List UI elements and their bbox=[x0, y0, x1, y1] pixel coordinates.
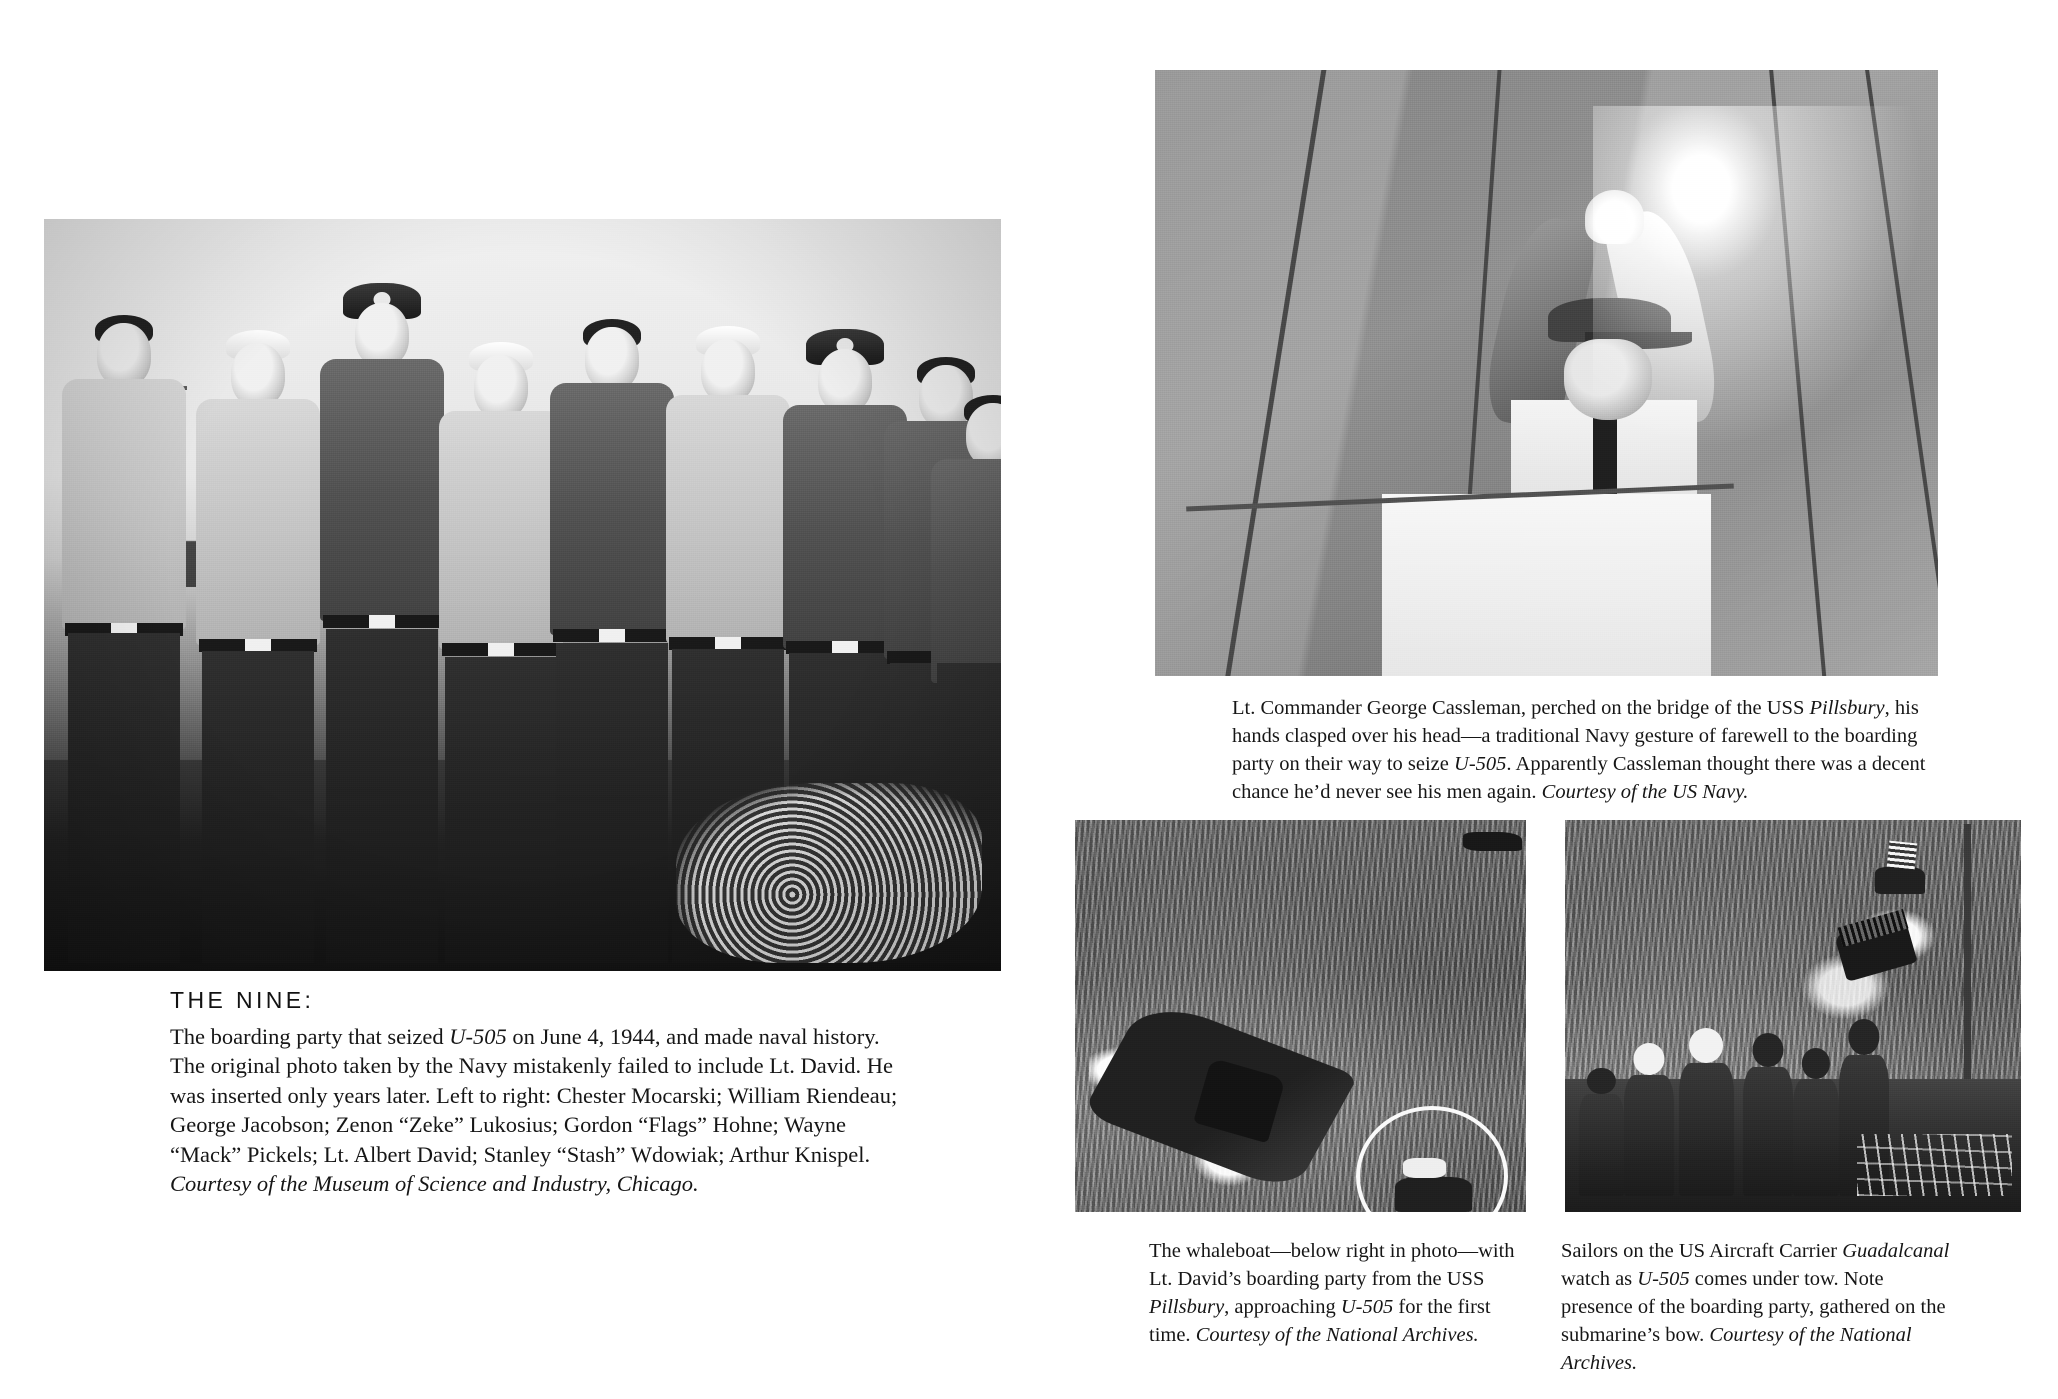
sailor-figure bbox=[196, 343, 320, 963]
caption-body: Sailors on the US Aircraft Carrier Guadalcanal watch as U-505 comes under tow. Note presence of the boarding party, gathered on the submarine’s bow. Courtesy of the National Archives. bbox=[1561, 1240, 1950, 1374]
belt-buckle bbox=[599, 629, 625, 642]
deck-railing bbox=[1857, 1134, 2012, 1197]
sailor-figure bbox=[550, 327, 674, 963]
crewman-figure bbox=[1743, 1067, 1793, 1196]
belt-buckle bbox=[488, 643, 514, 656]
crewman-figure bbox=[1579, 1094, 1625, 1196]
torso bbox=[666, 395, 790, 643]
sailor-figure bbox=[316, 303, 448, 963]
caption-kicker: THE NINE: bbox=[170, 987, 315, 1013]
caption-the-nine bbox=[170, 986, 900, 1199]
group-photo-boarding-party bbox=[44, 219, 1001, 971]
legs bbox=[202, 651, 314, 963]
flagged-boat bbox=[1875, 867, 1925, 894]
crewman-figure bbox=[1793, 1079, 1839, 1197]
torso bbox=[196, 399, 320, 645]
sailor-figure bbox=[442, 355, 560, 963]
crewman-figure bbox=[1679, 1063, 1734, 1196]
sun-flare bbox=[1593, 106, 1938, 482]
head bbox=[231, 343, 285, 407]
caption-body: Lt. Commander George Cassleman, perched on the bridge of the USS Pillsbury, his hands clasped over his head—a traditional Navy gesture of farewell to the boarding party on their way to seize U-505. Apparently Cassleman thought there was a decent chance he’d never see his men again. Courtesy of the US Navy. bbox=[1232, 697, 1926, 803]
head bbox=[355, 303, 409, 367]
torso bbox=[62, 379, 186, 629]
torso bbox=[439, 411, 563, 649]
sailor-figure bbox=[62, 323, 186, 963]
caption-casslemann bbox=[1232, 694, 1930, 806]
caption-guadalcanal bbox=[1561, 1237, 1955, 1377]
crewman-figure bbox=[1624, 1075, 1674, 1197]
coiled-rope bbox=[676, 783, 982, 963]
torso bbox=[550, 383, 674, 635]
torso bbox=[931, 459, 1001, 683]
photo-submarine-u505-under-way bbox=[1075, 820, 1526, 1212]
legs bbox=[326, 629, 438, 963]
caption-body: The boarding party that seized U-505 on June 4, 1944, and made naval history. The original photo taken by the Navy mistakenly failed to include Lt. David. He was inserted only years later. Left to right: Chester Mocarski; William Riendeau; George Jacobson; Zenon “Zeke” Lukosius; Gordon “Flags” Hohne; Wayne “Mack” Pickels; Lt. Albert David; Stanley “Stash” Wdowiak; Arthur Knispel. Courtesy of the Museum of Science and Industry, Chicago. bbox=[170, 1023, 898, 1196]
head bbox=[97, 323, 151, 387]
legs bbox=[68, 633, 180, 963]
distant-boat bbox=[1463, 832, 1522, 852]
caption-whaleboat bbox=[1149, 1237, 1527, 1349]
photo-sailors-watching-tow bbox=[1565, 820, 2021, 1212]
photo-casslemann-on-bridge bbox=[1155, 70, 1938, 676]
head bbox=[818, 349, 872, 413]
legs bbox=[556, 643, 668, 963]
legs bbox=[445, 657, 557, 963]
torso bbox=[320, 359, 444, 621]
caption-body: The whaleboat—below right in photo—with Lt. David’s boarding party from the USS Pillsbury, approaching U-505 for the first time. Courtesy of the National Archives. bbox=[1149, 1240, 1515, 1346]
belt-buckle bbox=[369, 615, 395, 628]
head bbox=[474, 355, 528, 419]
head bbox=[585, 327, 639, 391]
head bbox=[701, 339, 755, 403]
bridge-coaming bbox=[1382, 494, 1711, 676]
